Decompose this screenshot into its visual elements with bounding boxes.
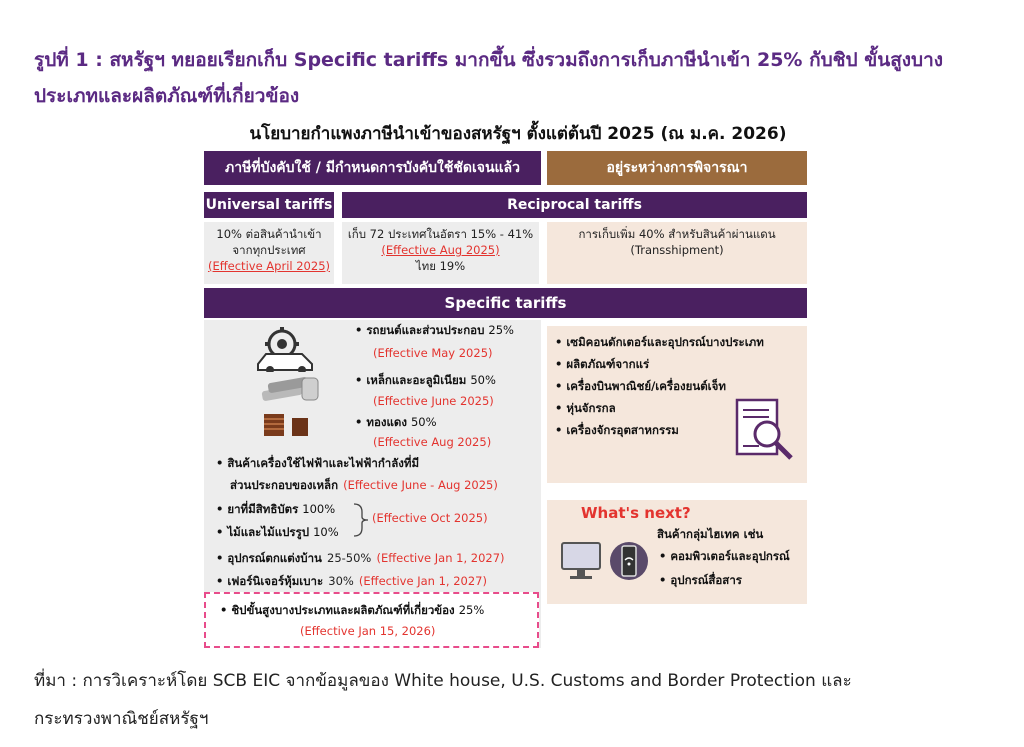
pending-item: • หุ่นจักรกล bbox=[555, 401, 616, 415]
universal-line2: จากทุกประเทศ bbox=[232, 243, 306, 257]
specific-item: • รถยนต์และส่วนประกอบ 25% bbox=[355, 323, 514, 337]
jan-item-effective: (Effective Jan 1, 2027) bbox=[358, 574, 487, 588]
steel-pipes-icon bbox=[260, 374, 322, 404]
oct-item-label: ไม้และไม้แปรรูป bbox=[227, 525, 310, 539]
specific-item-rate: 50% bbox=[410, 415, 437, 429]
pending-item-label: ผลิตภัณฑ์จากแร่ bbox=[566, 357, 650, 371]
jan-item-rate: 30% bbox=[328, 574, 354, 588]
whats-next-item-label: อุปกรณ์สื่อสาร bbox=[670, 573, 742, 587]
universal-effective: (Effective April 2025) bbox=[207, 259, 330, 273]
specific-item: • เหล็กและอะลูมิเนียม 50% bbox=[355, 373, 496, 387]
reciprocal-line1: เก็บ 72 ประเทศในอัตรา 15% - 41% bbox=[347, 227, 534, 241]
jan-item-label: เฟอร์นิเจอร์หุ้มเบาะ bbox=[227, 574, 324, 588]
specific-item-label: รถยนต์และส่วนประกอบ bbox=[366, 323, 485, 337]
source-line-1: ที่มา : การวิเคราะห์โดย SCB EIC จากข้อมูลของ White house, U.S. Customs and Border Protection และ bbox=[34, 671, 852, 691]
chip-item: • ชิปขั้นสูงบางประเภทและผลิตภัณฑ์ที่เกี่ยวข้อง 25% bbox=[220, 603, 485, 617]
chip-effective: (Effective Jan 15, 2026) bbox=[300, 624, 436, 638]
pending-item-label: เซมิคอนดักเตอร์และอุปกรณ์บางประเภท bbox=[566, 335, 764, 349]
pending-item-label: เครื่องบินพาณิชย์/เครื่องยนต์เจ็ท bbox=[566, 379, 726, 393]
pending-item-label: เครื่องจักรอุตสาหกรรม bbox=[566, 423, 679, 437]
specific-item-label: ทองแดง bbox=[366, 415, 407, 429]
appliance-label-2: ส่วนประกอบของเหล็ก bbox=[230, 478, 339, 492]
header-reciprocal: Reciprocal tariffs bbox=[342, 192, 807, 218]
jan-item-label: อุปกรณ์ตกแต่งบ้าน bbox=[227, 551, 322, 565]
oct-bracket bbox=[352, 502, 372, 538]
reciprocal-panel bbox=[342, 222, 539, 284]
appliance-line2 bbox=[230, 474, 540, 495]
oct-effective: (Effective Oct 2025) bbox=[372, 511, 488, 525]
whats-next-panel bbox=[547, 500, 807, 604]
oct-item: • ไม้และไม้แปรรูป 10% bbox=[216, 525, 339, 539]
oct-item-rate: 100% bbox=[302, 502, 336, 516]
source-line-2: กระทรวงพาณิชย์สหรัฐฯ bbox=[34, 709, 209, 729]
reciprocal-line3: ไทย 19% bbox=[415, 259, 466, 273]
header-universal: Universal tariffs bbox=[204, 192, 334, 218]
pending-item: • ผลิตภัณฑ์จากแร่ bbox=[555, 357, 650, 371]
whats-next-item-label: คอมพิวเตอร์และอุปกรณ์ bbox=[670, 549, 790, 563]
transship-line1: การเก็บเพิ่ม 40% สำหรับสินค้าผ่านแดน bbox=[578, 227, 776, 241]
pending-item: • เครื่องจักรอุตสาหกรรม bbox=[555, 423, 679, 437]
chart-title: นโยบายกำแพงภาษีนำเข้าของสหรัฐฯ ตั้งแต่ต้นปี 2025 (ณ ม.ค. 2026) bbox=[249, 124, 787, 144]
appliance-effective: (Effective June - Aug 2025) bbox=[343, 478, 498, 492]
whats-next-item: • คอมพิวเตอร์และอุปกรณ์ bbox=[659, 549, 790, 563]
chip-highlight-box bbox=[204, 592, 539, 648]
oct-item: • ยาที่มีสิทธิบัตร 100% bbox=[216, 502, 336, 516]
pending-item: • เครื่องบินพาณิชย์/เครื่องยนต์เจ็ท bbox=[555, 379, 726, 393]
jan-item: • อุปกรณ์ตกแต่งบ้าน 25-50% (Effective Jan 1, 2027) bbox=[216, 551, 505, 565]
specific-item-label: เหล็กและอะลูมิเนียม bbox=[366, 373, 467, 387]
jan-item: • เฟอร์นิเจอร์หุ้มเบาะ 30% (Effective Jan 1, 2027) bbox=[216, 574, 487, 588]
whats-next-title: What's next? bbox=[581, 504, 691, 522]
whats-next-subtitle: สินค้ากลุ่มไฮเทค เช่น bbox=[657, 527, 764, 541]
appliance-line1: • สินค้าเครื่องใช้ไฟฟ้าและไฟฟ้ากำลังที่มี bbox=[216, 456, 420, 470]
specific-item-rate: 25% bbox=[488, 323, 514, 337]
whats-next-item: • อุปกรณ์สื่อสาร bbox=[659, 573, 742, 587]
transship-panel bbox=[547, 222, 807, 284]
jan-item-effective: (Effective Jan 1, 2027) bbox=[376, 551, 505, 565]
phone-icon bbox=[609, 536, 649, 586]
pending-panel bbox=[547, 326, 807, 483]
chip-label: ชิปขั้นสูงบางประเภทและผลิตภัณฑ์ที่เกี่ยวข้อง bbox=[231, 603, 455, 617]
header-specific: Specific tariffs bbox=[204, 288, 807, 318]
computer-icon bbox=[559, 540, 605, 582]
chip-rate: 25% bbox=[458, 603, 485, 617]
source-note bbox=[34, 662, 994, 738]
appliance-label-1: สินค้าเครื่องใช้ไฟฟ้าและไฟฟ้ากำลังที่มี bbox=[227, 456, 420, 470]
jan-item-rate: 25-50% bbox=[327, 551, 372, 565]
header-pending: อยู่ระหว่างการพิจารณา bbox=[547, 151, 807, 185]
copper-icon bbox=[262, 410, 312, 438]
universal-panel bbox=[204, 222, 334, 284]
reciprocal-effective: (Effective Aug 2025) bbox=[381, 243, 500, 257]
pending-item-label: หุ่นจักรกล bbox=[566, 401, 616, 415]
document-search-icon bbox=[733, 396, 799, 472]
specific-item-rate: 50% bbox=[470, 373, 496, 387]
header-enforced: ภาษีที่บังคับใช้ / มีกำหนดการบังคับใช้ชัดเจนแล้ว bbox=[204, 151, 541, 185]
universal-line1: 10% ต่อสินค้านำเข้า bbox=[216, 227, 322, 241]
specific-item: • ทองแดง 50% bbox=[355, 415, 437, 429]
oct-item-rate: 10% bbox=[313, 525, 339, 539]
specific-item-effective: (Effective May 2025) bbox=[373, 346, 493, 360]
figure-title: รูปที่ 1 : สหรัฐฯ ทยอยเรียกเก็บ Specific tariffs มากขึ้น ซึ่งรวมถึงการเก็บภาษีนำเข้า 25% กับชิป ขั้นสูงบางประเภทและผลิตภัณฑ์ที่เกี่ยวข้อง bbox=[34, 49, 944, 107]
pending-item: • เซมิคอนดักเตอร์และอุปกรณ์บางประเภท bbox=[555, 335, 764, 349]
specific-item-effective: (Effective June 2025) bbox=[373, 394, 494, 408]
specific-item-effective: (Effective Aug 2025) bbox=[373, 435, 492, 449]
car-gear-icon bbox=[252, 326, 318, 372]
transship-line2: (Transshipment) bbox=[630, 243, 724, 257]
oct-item-label: ยาที่มีสิทธิบัตร bbox=[227, 502, 299, 516]
